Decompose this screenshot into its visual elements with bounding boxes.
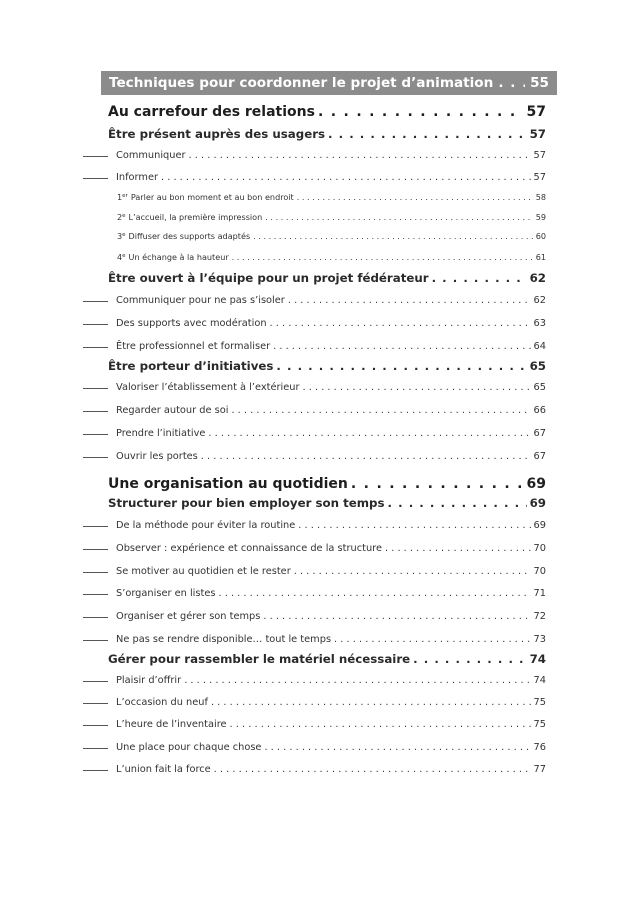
- toc-entry-num: [0, 229, 638, 241]
- dot-leader: [432, 271, 527, 285]
- item-number-suffix: er: [122, 193, 128, 199]
- dot-leader: [298, 520, 530, 531]
- toc-entry-sub: [0, 760, 638, 775]
- toc-entry-sub: [0, 146, 638, 161]
- toc-entry-page: 69: [526, 476, 546, 492]
- dot-leader: [294, 566, 531, 577]
- toc-entry-label: Observer : expérience et connaissance de la structure: [116, 543, 382, 554]
- toc-entry-page: 73: [533, 634, 546, 645]
- entry-rule: [83, 572, 108, 573]
- entry-rule: [83, 703, 108, 704]
- dot-leader: [214, 764, 531, 775]
- toc-entry-num: [0, 210, 638, 222]
- entry-rule: [83, 617, 108, 618]
- dot-leader: [208, 428, 530, 439]
- dot-leader: [161, 172, 531, 183]
- toc-entry-page: 70: [533, 543, 546, 554]
- entry-rule: [83, 526, 108, 527]
- toc-entry-label: Une organisation au quotidien: [108, 476, 348, 492]
- dot-leader: [253, 231, 533, 241]
- dot-leader: [218, 588, 530, 599]
- toc-entry-label: [117, 231, 250, 241]
- toc-entry-label: Ouvrir les portes: [116, 451, 198, 462]
- toc-entry-label: De la méthode pour éviter la routine: [116, 520, 296, 531]
- toc-entry-page: 70: [533, 566, 546, 577]
- dot-leader: [297, 192, 533, 202]
- dot-leader: [385, 543, 531, 554]
- dot-leader: [264, 742, 530, 753]
- dot-leader: [273, 341, 530, 352]
- dot-leader: [230, 719, 531, 730]
- toc-entry-label: Des supports avec modération: [116, 318, 267, 329]
- entry-rule: [83, 388, 108, 389]
- dot-leader: [328, 127, 527, 141]
- entry-rule: [83, 434, 108, 435]
- toc-entry-section: [0, 493, 638, 510]
- toc-entry-label: Se motiver au quotidien et le rester: [116, 566, 291, 577]
- dot-leader: [263, 611, 530, 622]
- entry-rule: [83, 770, 108, 771]
- toc-entry-label: Communiquer: [116, 150, 186, 161]
- toc-entry-label: L’heure de l’inventaire: [116, 719, 227, 730]
- toc-entry-label: Être professionnel et formaliser: [116, 341, 271, 352]
- toc-entry-page: 57: [533, 150, 546, 161]
- toc-entry-label: Structurer pour bien employer son temps: [108, 496, 385, 510]
- dot-leader: [276, 359, 526, 373]
- dot-leader: [498, 75, 525, 91]
- entry-rule: [83, 301, 108, 302]
- entry-rule: [83, 411, 108, 412]
- toc-entry-page: 61: [535, 252, 546, 262]
- toc-entry-page: 69: [533, 520, 546, 531]
- entry-rule: [83, 156, 108, 157]
- toc-entry-page: 59: [535, 212, 546, 222]
- dot-leader: [334, 634, 530, 645]
- toc-entry-section: [0, 649, 638, 666]
- entry-rule: [83, 681, 108, 682]
- toc-entry-sub: [0, 168, 638, 183]
- toc-entry-section: [0, 268, 638, 285]
- toc-entry-label: L’union fait la force: [116, 764, 211, 775]
- item-number-suffix: e: [122, 232, 126, 238]
- toc-entry-label: S’organiser en listes: [116, 588, 216, 599]
- toc-entry-page: 64: [533, 341, 546, 352]
- toc-entry-page: 62: [529, 271, 546, 285]
- toc-entry-sub: [0, 562, 638, 577]
- toc-entry-page: 60: [535, 231, 546, 241]
- toc-entry-page: 67: [533, 451, 546, 462]
- item-title: L’accueil, la première impression: [128, 212, 263, 222]
- item-title: Un échange à la hauteur: [128, 252, 229, 262]
- item-number: 2: [117, 212, 123, 222]
- toc-entry-page: 77: [533, 764, 546, 775]
- toc-entry-label: Au carrefour des relations: [108, 104, 315, 120]
- toc-entry-sub: [0, 378, 638, 393]
- toc-entry-label: Organiser et gérer son temps: [116, 611, 261, 622]
- toc-entry-num: [0, 190, 638, 202]
- item-number: 1: [117, 192, 123, 202]
- dot-leader: [231, 405, 530, 416]
- toc-entry-label: Regarder autour de soi: [116, 405, 229, 416]
- item-number: 3: [117, 231, 123, 241]
- dot-leader: [351, 476, 524, 492]
- entry-rule: [83, 347, 108, 348]
- toc-entry-page: 57: [526, 104, 546, 120]
- dot-leader: [232, 252, 533, 262]
- toc-entry-label: Une place pour chaque chose: [116, 742, 262, 753]
- toc-entry-page: 57: [529, 127, 546, 141]
- dot-leader: [413, 652, 526, 666]
- toc-entry-page: 67: [533, 428, 546, 439]
- toc-entry-page: 75: [533, 719, 546, 730]
- section-header: [101, 71, 557, 95]
- toc-entry-label: L’occasion du neuf: [116, 697, 208, 708]
- toc-entry-page: 57: [533, 172, 546, 183]
- toc-entry-sub: [0, 291, 638, 306]
- dot-leader: [270, 318, 531, 329]
- toc-entry-sub: [0, 738, 638, 753]
- entry-rule: [83, 549, 108, 550]
- dot-leader: [211, 697, 531, 708]
- toc-entry-sub: [0, 671, 638, 686]
- toc-entry-label: Être ouvert à l’équipe pour un projet fédérateur: [108, 271, 429, 285]
- dot-leader: [265, 212, 532, 222]
- toc-entry-page: 62: [533, 295, 546, 306]
- entry-rule: [83, 594, 108, 595]
- toc-entry-sub: [0, 337, 638, 352]
- toc-entry-label: Être présent auprès des usagers: [108, 127, 326, 141]
- toc-entry-label: Être porteur d’initiatives: [108, 359, 274, 373]
- dot-leader: [201, 451, 531, 462]
- toc-entry-page: 74: [529, 652, 546, 666]
- toc-entry-label: Ne pas se rendre disponible… tout le temps: [116, 634, 332, 645]
- toc-entry-label: Valoriser l’établissement à l’extérieur: [116, 382, 300, 393]
- dot-leader: [288, 295, 531, 306]
- toc-entry-section: [0, 124, 638, 141]
- item-title: Diffuser des supports adaptés: [128, 231, 251, 241]
- section-header-page: 55: [530, 75, 549, 91]
- toc-entry-sub: [0, 539, 638, 554]
- entry-rule: [83, 324, 108, 325]
- toc-entry-page: 66: [533, 405, 546, 416]
- toc-entry-chapter: [0, 473, 638, 492]
- toc-entry-page: 63: [533, 318, 546, 329]
- dot-leader: [388, 496, 527, 510]
- toc-entry-label: Prendre l’initiative: [116, 428, 206, 439]
- entry-rule: [83, 748, 108, 749]
- toc-entry-label: Plaisir d’offrir: [116, 675, 182, 686]
- toc-entry-sub: [0, 314, 638, 329]
- toc-entry-sub: [0, 401, 638, 416]
- toc-entry-page: 76: [533, 742, 546, 753]
- entry-rule: [83, 640, 108, 641]
- item-number: 4: [117, 252, 123, 262]
- toc-entry-page: 74: [533, 675, 546, 686]
- item-title: Parler au bon moment et au bon endroit: [130, 192, 294, 202]
- toc-entry-chapter: [0, 101, 638, 120]
- toc-entry-page: 71: [533, 588, 546, 599]
- toc-entry-label: Communiquer pour ne pas s’isoler: [116, 295, 285, 306]
- toc-entry-label: [117, 252, 229, 262]
- dot-leader: [318, 104, 524, 120]
- dot-leader: [189, 150, 531, 161]
- toc-entry-sub: [0, 607, 638, 622]
- entry-rule: [83, 457, 108, 458]
- toc-entry-sub: [0, 584, 638, 599]
- toc-entry-sub: [0, 424, 638, 439]
- toc-entry-sub: [0, 516, 638, 531]
- entry-rule: [83, 178, 108, 179]
- item-number-suffix: e: [122, 213, 126, 219]
- toc-entry-label: Gérer pour rassembler le matériel nécessaire: [108, 652, 411, 666]
- toc-entry-sub: [0, 447, 638, 462]
- toc-entry-label: [117, 212, 262, 222]
- dot-leader: [184, 675, 530, 686]
- toc-entry-sub: [0, 630, 638, 645]
- toc-entry-page: 69: [529, 496, 546, 510]
- toc-entry-label: [117, 192, 294, 202]
- item-number-suffix: e: [122, 253, 126, 259]
- toc-entry-page: 65: [533, 382, 546, 393]
- toc-entry-page: 58: [535, 192, 546, 202]
- toc-entry-page: 65: [529, 359, 546, 373]
- toc-entry-sub: [0, 715, 638, 730]
- toc-entry-label: Informer: [116, 172, 158, 183]
- toc-entry-page: 72: [533, 611, 546, 622]
- toc-entry-page: 75: [533, 697, 546, 708]
- section-header-title: Techniques pour coordonner le projet d’animation: [109, 75, 494, 91]
- toc-entry-section: [0, 356, 638, 373]
- dot-leader: [303, 382, 531, 393]
- toc-entry-num: [0, 250, 638, 262]
- toc-entry-sub: [0, 693, 638, 708]
- entry-rule: [83, 725, 108, 726]
